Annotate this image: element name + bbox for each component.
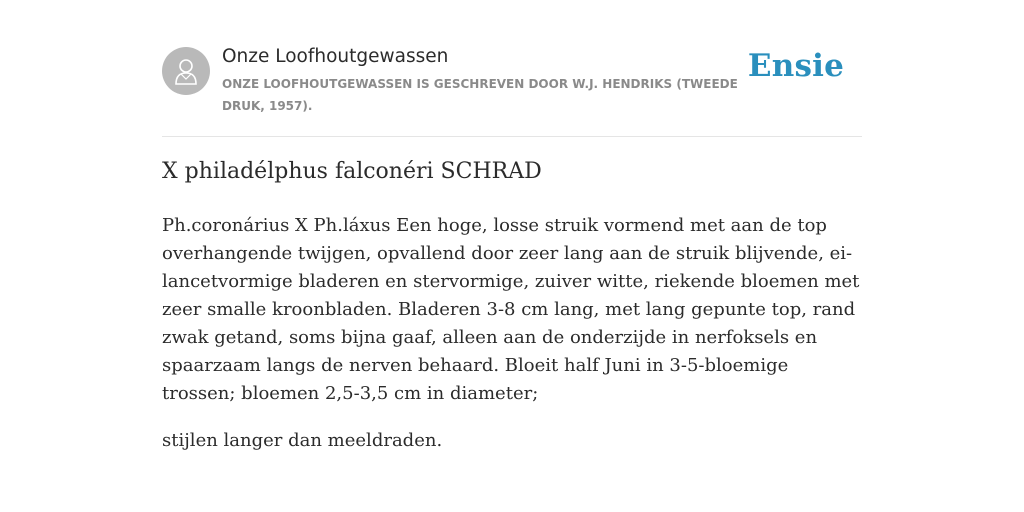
entry-paragraph: Ph.coronárius X Ph.láxus Een hoge, losse struik vormend met aan de top overhangende twijgen, opvallend door zeer lang aan de struik blijvende, ei-lancetvormige bladeren en stervormige, zuiver witte, riekende bloemen met zeer smalle kroonbladen. Bladeren 3-8 cm lang, met lang gepunte top, rand zwak getand, soms bijna gaaf, alleen aan de onderzijde in nerfoksels en spaarzaam langs de nerven behaard. Bloeit half Juni in 3-5-bloemige trossen; bloemen 2,5-3,5 cm in diameter; <box>162 215 860 404</box>
entry-paragraph: stijlen langer dan meeldraden. <box>162 430 443 451</box>
source-description: ONZE LOOFHOUTGEWASSEN IS GESCHREVEN DOOR W.J. HENDRIKS (TWEEDE DRUK, 1957). <box>222 77 738 113</box>
entry-body <box>162 212 862 474</box>
source-title[interactable]: Onze Loofhoutgewassen <box>222 46 449 67</box>
user-icon <box>174 57 198 85</box>
brand-logo[interactable]: Ensie <box>747 48 844 84</box>
entry-title: X philadélphus falconéri SCHRAD <box>162 159 542 184</box>
source-header <box>162 44 862 137</box>
avatar <box>162 47 210 95</box>
